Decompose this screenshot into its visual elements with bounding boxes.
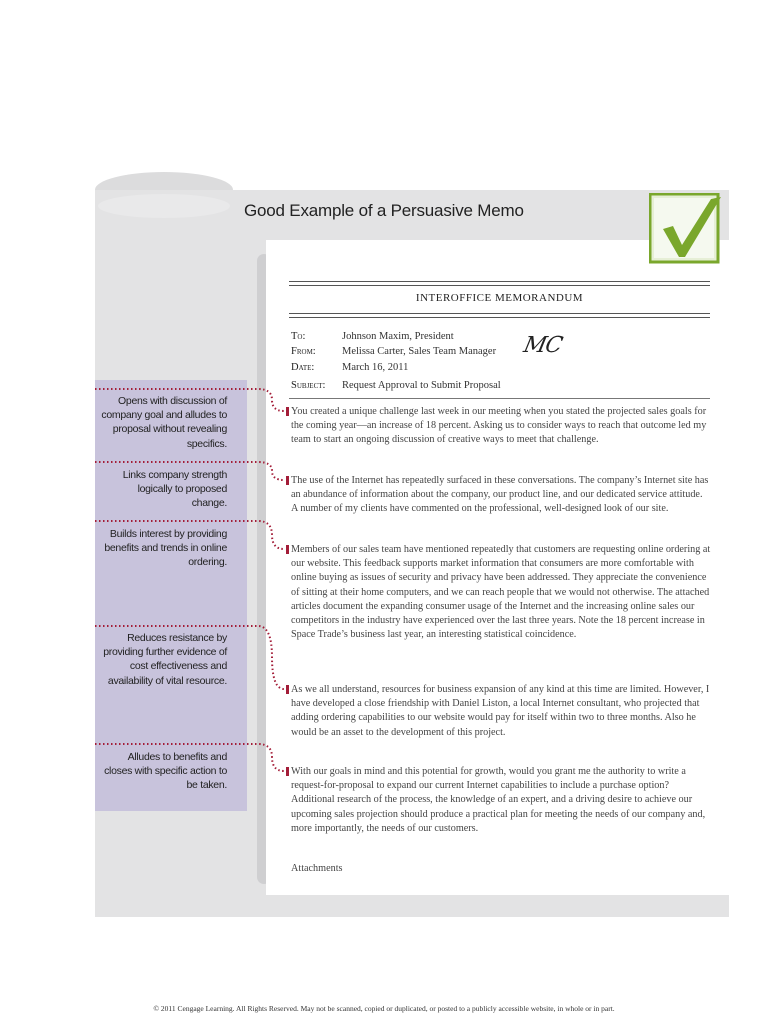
annotation-5: Alludes to benefits and closes with specific action to be taken.	[104, 751, 227, 792]
memo-date-row	[291, 362, 408, 373]
memo-attachments: Attachments	[291, 863, 343, 874]
subject-label: Subject:	[291, 380, 326, 391]
annotation-2: Links company strength logically to proposed change.	[122, 469, 227, 510]
checkmark-icon	[649, 193, 723, 267]
memo-to-row	[291, 331, 454, 342]
memo-rule	[289, 313, 710, 314]
memo-rule	[289, 398, 710, 399]
memo-from-row	[291, 346, 496, 357]
paragraph-marker	[286, 476, 289, 485]
to-value: Johnson Maxim, President	[342, 331, 454, 342]
memo-paragraph-3: Members of our sales team have mentioned repeatedly that customers are requesting online ordering at our website. This feedback supports market information that consumers are more comfortable with online buying as issues of security and privacy have been addressed. They appreciate the convenience of sitting at their home computers, and we can reach people that we would not otherwise. The attached articles document the expanding consumer usage of the Internet and the increasing online sales our competitors in the industry have experienced over the last three years. Note the 18 percent increase in Space Trade’s business last year, an interesting statistical coincidence.	[291, 544, 711, 641]
from-label: From:	[291, 346, 316, 357]
from-value: Melissa Carter, Sales Team Manager	[342, 346, 497, 357]
paragraph-marker	[286, 545, 289, 554]
to-label: To:	[291, 331, 306, 342]
page-title: Good Example of a Persuasive Memo	[244, 201, 524, 220]
memo-heading: INTEROFFICE MEMORANDUM	[415, 292, 584, 304]
memo-paragraph-4: As we all understand, resources for business expansion of any kind at this time are limited. However, I have developed a close friendship with Daniel Liston, a local Internet consultant, who projected that adding ordering capabilities to our website would pay for itself within two to three months. Also he would be an asset to the development of this project.	[291, 684, 710, 738]
panel-tab	[98, 194, 230, 218]
memo-subject-row	[291, 380, 501, 391]
memo-rule	[289, 285, 710, 286]
paragraph-marker	[286, 407, 289, 416]
memo-rule	[289, 281, 710, 282]
annotation-4: Reduces resistance by providing further evidence of cost effectiveness and availability of vital resource.	[103, 632, 227, 687]
paragraph-marker	[286, 685, 289, 694]
subject-value: Request Approval to Submit Proposal	[342, 380, 501, 391]
paragraph-marker	[286, 767, 289, 776]
memo-paragraph-2: The use of the Internet has repeatedly surfaced in these conversations. The company’s Internet site has an abundance of information about the company, our product line, and our dedicated service attitude. A number of my clients have commented on the professional, well-designed look of our site.	[291, 475, 709, 515]
memo-rule	[289, 317, 710, 318]
date-value: March 16, 2011	[342, 362, 409, 373]
annotation-1: Opens with discussion of company goal and alludes to proposal without revealing specifics.	[101, 395, 227, 450]
annotation-3: Builds interest by providing benefits and trends in online ordering.	[104, 528, 227, 569]
copyright-footer: © 2011 Cengage Learning. All Rights Reserved. May not be scanned, copied or duplicated, or posted to a publicly accessible website, in whole or in part.	[153, 1004, 615, 1013]
author-initials: MC	[521, 333, 565, 358]
memo-paragraph-5: With our goals in mind and this potential for growth, would you grant me the authority to write a request-for-proposal to expand our current Internet capabilities to include a purchase option? Additional research of the process, the knowledge of an expert, and a driving desire to achieve our upcoming sales projection should produce a practical plan for meeting the needs of our company and, more importantly, the needs of our customers.	[291, 766, 706, 834]
memo-paragraph-1: You created a unique challenge last week in our meeting when you stated the projected sales goals for the coming year—an increase of 18 percent. Asking us to consider ways to reach that outcome led my team to start an ongoing discussion of creative ways to meet that challenge.	[291, 406, 707, 446]
date-label: Date:	[291, 362, 315, 373]
